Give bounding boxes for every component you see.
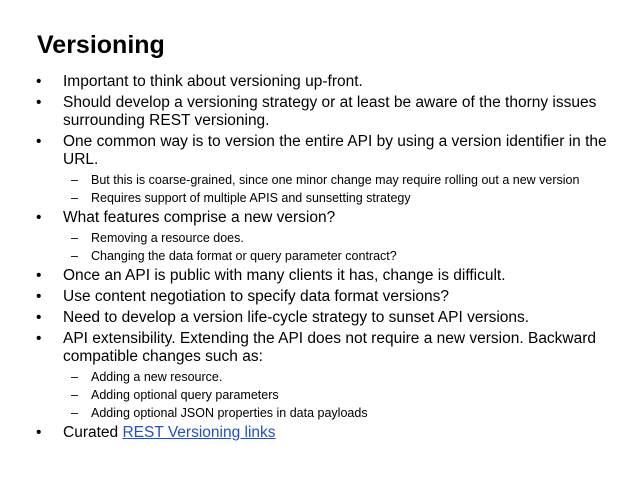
sub-bullet-item — [63, 231, 626, 246]
bullet-text: One common way is to version the entire API by using a version identifier in the URL. — [63, 133, 607, 168]
sub-bullet-marker: – — [71, 249, 78, 263]
bullet-marker: • — [36, 133, 42, 150]
bullet-item — [36, 288, 626, 306]
bullet-marker: • — [36, 424, 42, 441]
bullet-marker: • — [36, 73, 42, 90]
sub-bullet-list — [63, 173, 626, 206]
bullet-text: Should develop a versioning strategy or at least be aware of the thorny issues surrounding REST versioning. — [63, 94, 597, 129]
bullet-text: Once an API is public with many clients it has, change is difficult. — [63, 267, 506, 284]
sub-bullet-text: But this is coarse-grained, since one minor change may require rolling out a new version — [91, 173, 580, 187]
sub-bullet-item — [63, 388, 626, 403]
bullet-marker: • — [36, 267, 42, 284]
bullet-text: Curated — [63, 424, 123, 441]
bullet-item — [36, 209, 626, 264]
sub-bullet-item — [63, 191, 626, 206]
bullet-marker: • — [36, 94, 42, 111]
sub-bullet-marker: – — [71, 231, 78, 245]
sub-bullet-item — [63, 406, 626, 421]
bullet-item — [36, 330, 626, 421]
bullet-text: Important to think about versioning up-front. — [63, 73, 363, 90]
sub-bullet-list — [63, 370, 626, 421]
bullet-item — [36, 309, 626, 327]
sub-bullet-marker: – — [71, 370, 78, 384]
sub-bullet-item — [63, 173, 626, 188]
bullet-item — [36, 133, 626, 206]
sub-bullet-item — [63, 249, 626, 264]
bullet-text: API extensibility. Extending the API does not require a new version. Backward compatible changes such as: — [63, 330, 597, 365]
bullet-marker: • — [36, 288, 42, 305]
sub-bullet-marker: – — [71, 191, 78, 205]
sub-bullet-text: Adding optional query parameters — [91, 388, 279, 402]
bullet-item — [36, 94, 626, 130]
bullet-list — [36, 70, 626, 442]
sub-bullet-item — [63, 370, 626, 385]
sub-bullet-marker: – — [71, 173, 78, 187]
rest-versioning-link[interactable]: REST Versioning links — [122, 424, 276, 441]
bullet-marker: • — [36, 330, 42, 347]
bullet-marker: • — [36, 209, 42, 226]
bullet-text: Use content negotiation to specify data format versions? — [63, 288, 449, 305]
bullet-item — [36, 267, 626, 285]
sub-bullet-list — [63, 231, 626, 264]
bullet-text: Need to develop a version life-cycle strategy to sunset API versions. — [63, 309, 530, 326]
slide-title: Versioning — [37, 31, 165, 59]
sub-bullet-text: Changing the data format or query parameter contract? — [91, 249, 397, 263]
bullet-item — [36, 424, 626, 442]
bullet-text: What features comprise a new version? — [63, 209, 336, 226]
bullet-marker: • — [36, 309, 42, 326]
sub-bullet-text: Adding optional JSON properties in data payloads — [91, 406, 368, 420]
sub-bullet-text: Adding a new resource. — [91, 370, 223, 384]
sub-bullet-text: Requires support of multiple APIS and sunsetting strategy — [91, 191, 411, 205]
sub-bullet-marker: – — [71, 406, 78, 420]
sub-bullet-text: Removing a resource does. — [91, 231, 244, 245]
bullet-item — [36, 73, 626, 91]
sub-bullet-marker: – — [71, 388, 78, 402]
